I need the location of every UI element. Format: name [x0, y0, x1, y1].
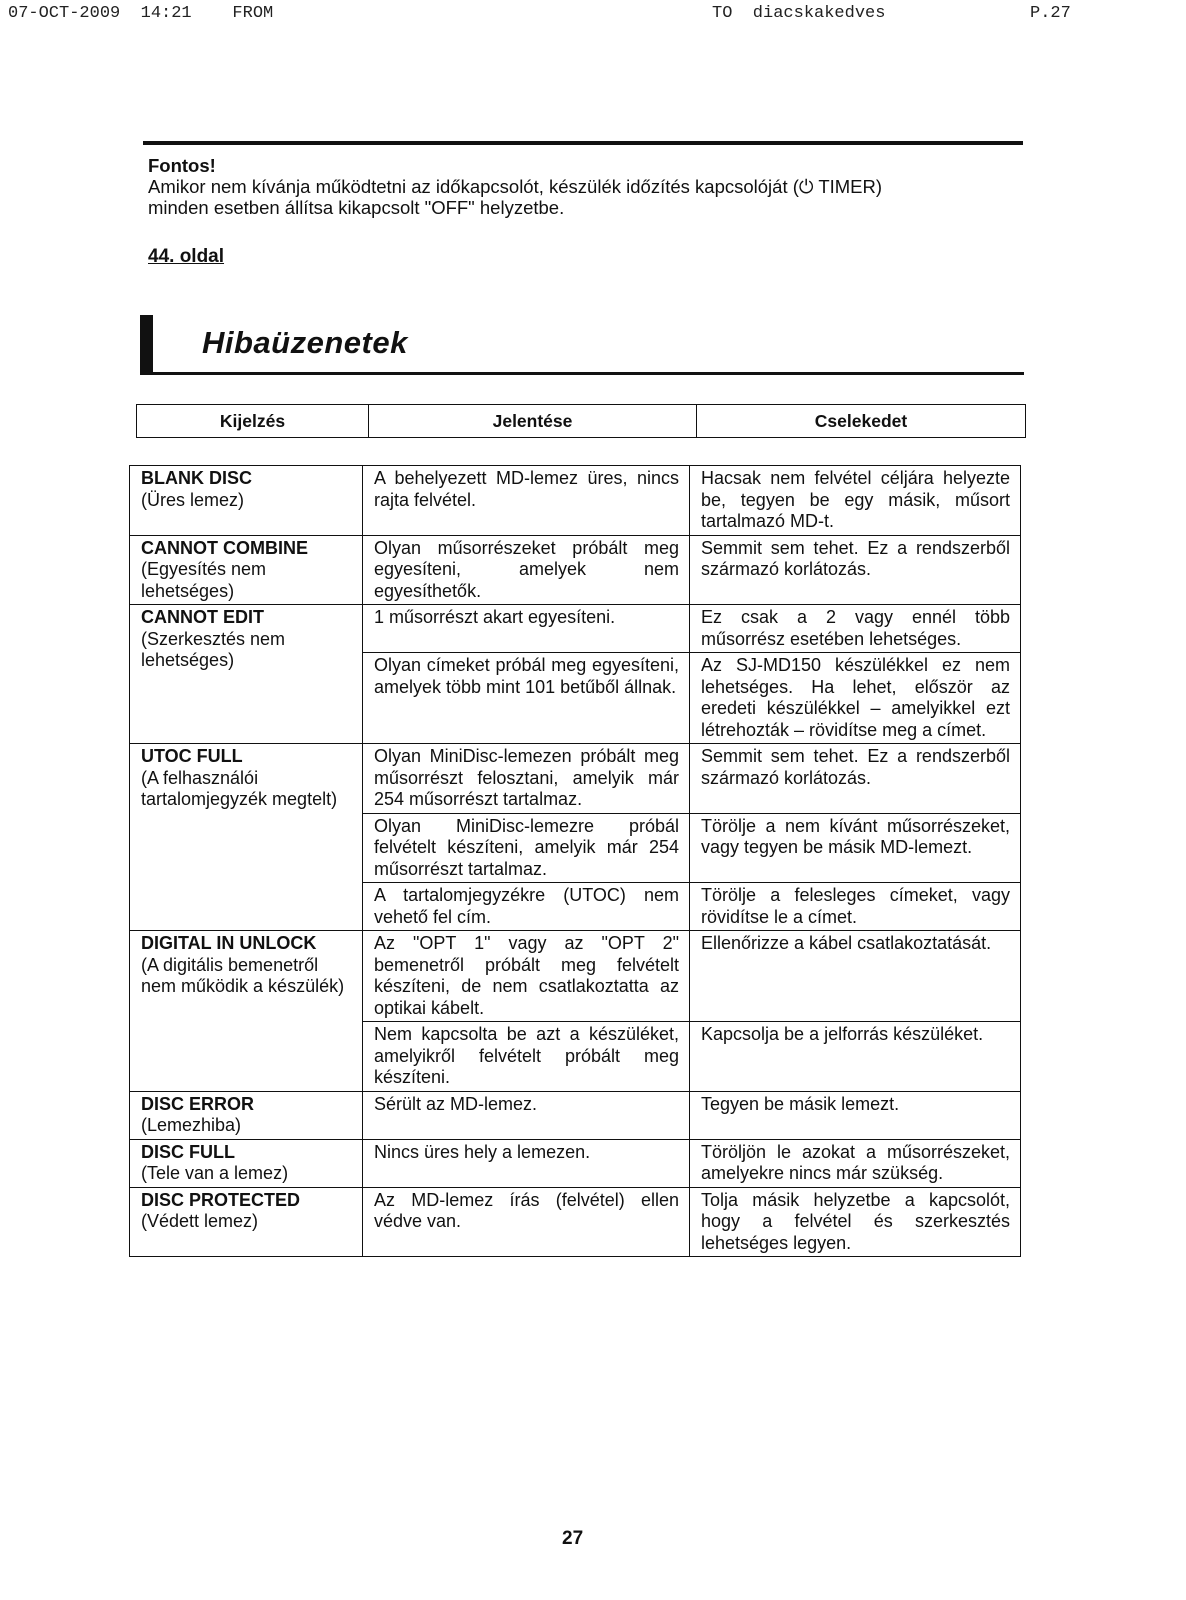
notice-line-1: Amikor nem kívánja működtetni az időkapcsolót, készülék időzítés kapcsolóját (⏻ TIMER) [148, 176, 883, 197]
display-cell [130, 605, 363, 744]
column-header-display: Kijelzés [137, 405, 369, 437]
display-cell [130, 931, 363, 1092]
action-cell: Hacsak nem felvétel céljára helyezte be, tegyen be egy másik, műsort tartalmazó MD-t. [690, 466, 1021, 536]
action-cell: Törölje a felesleges címeket, vagy rövidítse le a címet. [690, 883, 1021, 931]
meaning-cell: Nincs üres hely a lemezen. [363, 1139, 690, 1187]
action-cell: Töröljön le azokat a műsorrészeket, amelyekre nincs már szükség. [690, 1139, 1021, 1187]
table-row [130, 744, 1021, 814]
error-messages-table [129, 465, 1021, 1257]
fax-page-number: P.27 [1030, 4, 1071, 23]
meaning-cell: Olyan címeket próbál meg egyesíteni, amelyek több mint 101 betűből állnak. [363, 653, 690, 744]
action-cell: Semmit sem tehet. Ez a rendszerből származó korlátozás. [690, 535, 1021, 605]
meaning-cell: 1 műsorrészt akart egyesíteni. [363, 605, 690, 653]
table-row [130, 1187, 1021, 1257]
fax-date-from: 07-OCT-2009 14:21 FROM [8, 4, 274, 23]
action-cell: Az SJ-MD150 készülékkel ez nem lehetséges. Ha lehet, először az eredeti készülékkel – amelyikkel ezt létrehozták – rövidítse meg a címet. [690, 653, 1021, 744]
table-row [130, 1139, 1021, 1187]
display-cell [130, 1187, 363, 1257]
error-description: (Szerkesztés nem lehetséges) [141, 628, 286, 670]
section-title: Hibaüzenetek [202, 325, 408, 360]
meaning-cell: Sérült az MD-lemez. [363, 1091, 690, 1139]
page-number: 27 [562, 1528, 584, 1549]
meaning-cell: A tartalomjegyzékre (UTOC) nem vehető fel cím. [363, 883, 690, 931]
error-code: UTOC FULL [141, 746, 243, 766]
action-cell: Ez csak a 2 vagy ennél több műsorrész esetében lehetséges. [690, 605, 1021, 653]
meaning-cell: Olyan műsorrészeket próbált meg egyesíteni, amelyek nem egyesíthetők. [363, 535, 690, 605]
error-description: (Egyesítés nem lehetséges) [141, 559, 267, 601]
error-code: CANNOT EDIT [141, 607, 264, 627]
title-rule [140, 372, 1024, 375]
error-description: (A felhasználói tartalomjegyzék megtelt) [141, 767, 338, 809]
table-column-headers [136, 404, 1026, 438]
action-cell: Tegyen be másik lemezt. [690, 1091, 1021, 1139]
display-cell [130, 1091, 363, 1139]
error-code: BLANK DISC [141, 468, 252, 488]
error-description: (Lemezhiba) [141, 1115, 242, 1135]
column-header-action: Cselekedet [814, 410, 908, 431]
error-code: CANNOT COMBINE [141, 537, 308, 558]
column-header-meaning: Jelentése [369, 405, 697, 437]
meaning-cell: Az MD-lemez írás (felvétel) ellen védve van. [363, 1187, 690, 1257]
table-row [130, 1091, 1021, 1139]
error-code: DISC ERROR [141, 1093, 255, 1114]
fax-recipient: TO diacskakedves [712, 4, 886, 23]
fax-header [0, 2, 1186, 26]
meaning-cell: Az "OPT 1" vagy az "OPT 2" bemenetről próbált meg felvételt készíteni, de nem csatlakoztatta az optikai kábelt. [363, 931, 690, 1022]
action-cell: Semmit sem tehet. Ez a rendszerből származó korlátozás. [690, 744, 1021, 814]
meaning-cell: Nem kapcsolta be azt a készüléket, amelyikről felvételt próbált meg készíteni. [363, 1022, 690, 1092]
error-description: (Üres lemez) [141, 489, 245, 510]
top-rule [143, 141, 1023, 145]
action-cell: Ellenőrizze a kábel csatlakoztatását. [690, 931, 1021, 1022]
meaning-cell: Olyan MiniDisc-lemezen próbált meg műsorrészt felosztani, amelyik már 254 műsorrészt tartalmaz. [363, 744, 690, 814]
action-cell: Kapcsolja be a jelforrás készüléket. [690, 1022, 1021, 1092]
display-cell [130, 535, 363, 605]
display-cell [130, 744, 363, 931]
table-row [130, 931, 1021, 1022]
error-code: DISC PROTECTED [141, 1189, 301, 1210]
meaning-cell: A behelyezett MD-lemez üres, nincs rajta felvétel. [363, 466, 690, 536]
error-code: DISC FULL [141, 1141, 235, 1162]
action-cell: Tolja másik helyzetbe a kapcsolót, hogy a felvétel és szerkesztés lehetséges legyen. [690, 1187, 1021, 1257]
error-description: (Védett lemez) [141, 1211, 259, 1231]
page-reference: 44. oldal [148, 246, 225, 267]
table-row [130, 535, 1021, 605]
table-row [130, 605, 1021, 653]
notice-title: Fontos! [148, 155, 216, 176]
error-code: DIGITAL IN UNLOCK [141, 933, 317, 953]
display-cell [130, 1139, 363, 1187]
meaning-cell: Olyan MiniDisc-lemezre próbál felvételt készíteni, amelyik már 254 műsorrészt tartalmaz. [363, 813, 690, 883]
error-description: (A digitális bemenetről nem működik a készülék) [141, 954, 345, 996]
notice-box [148, 155, 1028, 218]
action-cell: Törölje a nem kívánt műsorrészeket, vagy tegyen be másik MD-lemezt. [690, 813, 1021, 883]
section-marker [140, 315, 153, 375]
display-cell [130, 466, 363, 536]
table-row [130, 466, 1021, 536]
notice-line-2: minden esetben állítsa kikapcsolt "OFF" helyzetbe. [148, 197, 565, 218]
error-description: (Tele van a lemez) [141, 1163, 289, 1183]
